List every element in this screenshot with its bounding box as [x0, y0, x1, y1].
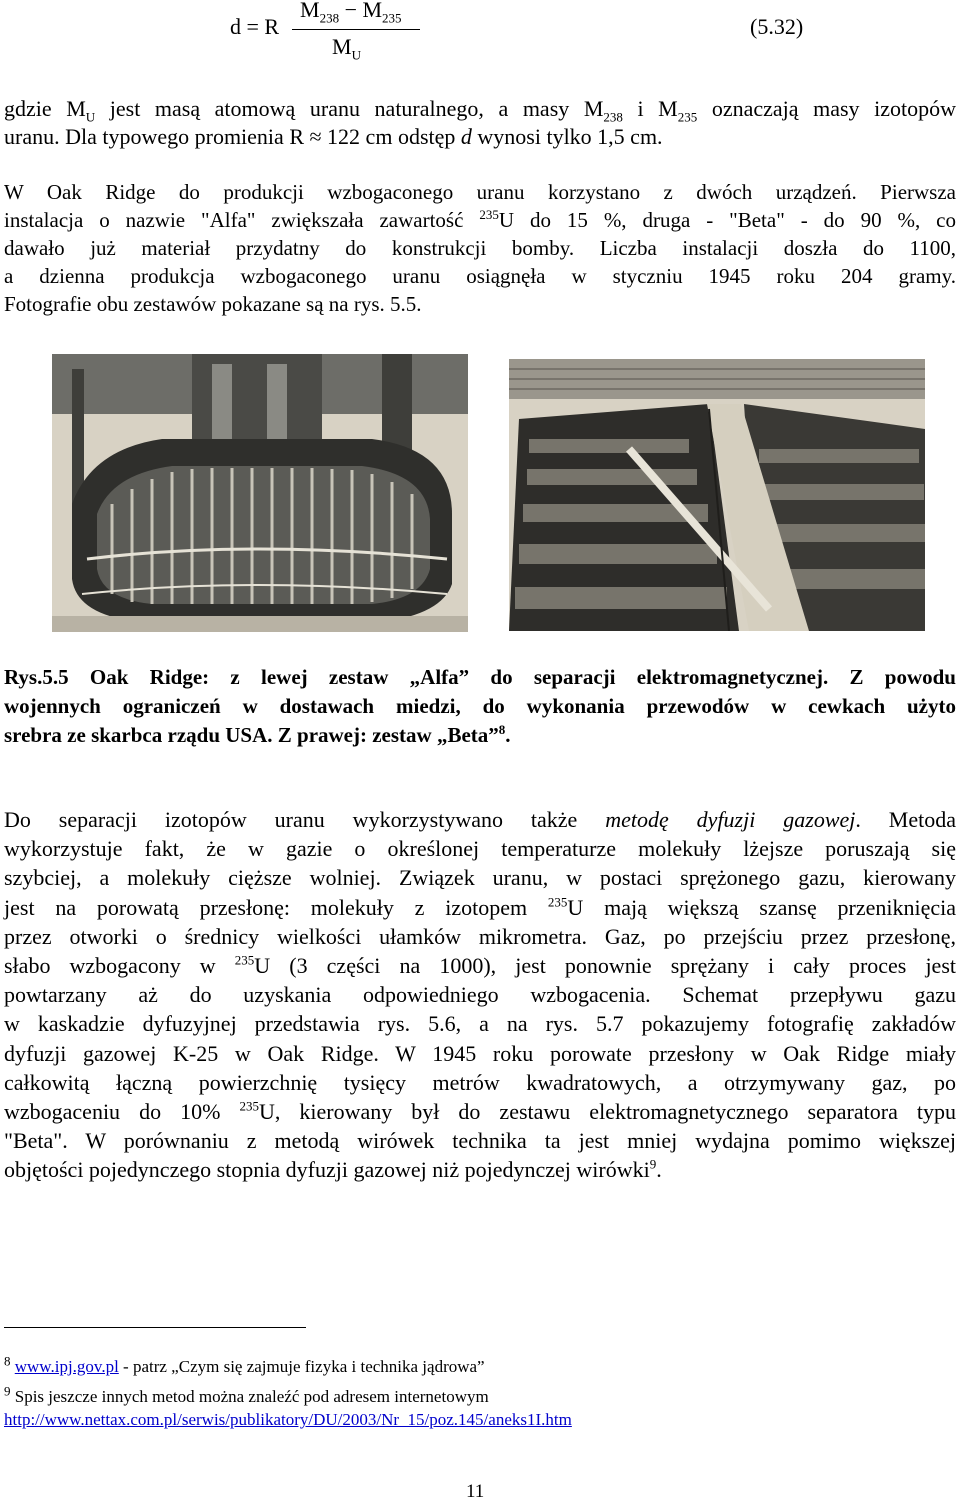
alfa-racetrack-photo [52, 354, 468, 632]
paragraph-oak-ridge: W Oak Ridge do produkcji wzbogaconego uranu korzystano z dwóch urządzeń. Pierwsza instalacja o nazwie "Alfa" zwiększała zawartość $^{235}$U do 15 %, druga - "Beta" - do 90 %, co dawało już materiał przydatny do konstrukcji bomby. Liczba instalacji doszła do 1100, a dzienna produkcja wzbogaconego uranu osiągnęła w styczniu 1945 roku 204 gramy. Fotografie obu zestawów pokazane są na rys. 5.5. [4, 180, 956, 316]
footnote-9-url [4, 1409, 572, 1431]
footnote-separator [4, 1327, 306, 1328]
beta-rows-photo [509, 359, 925, 631]
fraction-bar [292, 29, 420, 30]
equation-denominator: $M_U$ [332, 34, 361, 63]
page-number: 11 [466, 1481, 485, 1502]
footnote-9-link[interactable]: http://www.nettax.com.pl/serwis/publikatory/DU/2003/Nr_15/poz.145/aneks1I.htm [4, 1410, 572, 1429]
equation-numerator: $M_{238} - M_{235}$ [300, 0, 402, 26]
equation-number: (5.32) [750, 14, 804, 39]
paragraph-gas-diffusion: Do separacji izotopów uranu wykorzystywano także metodę dyfuzji gazowej. Metoda wykorzystuje fakt, że w gazie o określonej temperaturze molekuły lżejsze poruszają się szybciej, a molekuły cięższe wolniej. Związek uranu, w postaci sprężonego gazu, kierowany jest na porowatą przesłonę: molekuły z izotopem $^{235}$U mają większą szansę przeniknięcia przez otworki o średnicy wielkości ułamków mikrometra. Gaz, po przejściu przez przesłonę, słabo wzbogacony w $^{235}$U (3 części na 1000), jest ponownie sprężany i cały proces jest powtarzany aż do uzyskania odpowiedniego wzbogacenia. Schemat przepływu gazu w kaskadzie dyfuzyjnej przedstawia rys. 5.6, a na rys. 5.7 pokazujemy fotografię zakładów dyfuzji gazowej K-25 w Oak Ridge. W 1945 roku porowate przesłony w Oak Ridge miały całkowitą łączną powierzchnię tysięcy metrów kwadratowych, a otrzymywany gaz, po wzbogaceniu do 10% $^{235}$U, kierowany był do zestawu elektromagnetycznego separatora typu "Beta". W porównaniu z metodą wirówek technika ta jest mniej wydajna pomimo większej objętości pojedynczego stopnia dyfuzji gazowej niż pojedynczej wirówki$^9$. [4, 807, 956, 1183]
footnote-9: $^9$ Spis jeszcze innych metod można znaleźć pod adresem internetowym [4, 1383, 489, 1406]
footnote-8: $^8$ www.ipj.gov.pl - patrz „Czym się zajmuje fizyka i technika jądrowa” [4, 1353, 485, 1376]
footnote-8-link[interactable]: www.ipj.gov.pl [14, 1357, 119, 1376]
paragraph-masses: gdzie $M_U$ jest masą atomową uranu naturalnego, a masy $M_{238}$ i $M_{235}$ oznaczają masy izotopów uranu. Dla typowego promienia R ≈ 122 cm odstęp d wynosi tylko 1,5 cm. [4, 96, 956, 149]
figure-caption: Rys.5.5 Oak Ridge: z lewej zestaw „Alfa” do separacji elektromagnetycznej. Z powodu wojennych ograniczeń w dostawach miedzi, do wykonania przewodów w cewkach użyto srebra ze skarbca rządu USA. Z prawej: zestaw „Beta”$^8$. [4, 665, 956, 747]
equation-5-32 [230, 0, 930, 72]
equation-lhs: d = R [230, 14, 280, 39]
